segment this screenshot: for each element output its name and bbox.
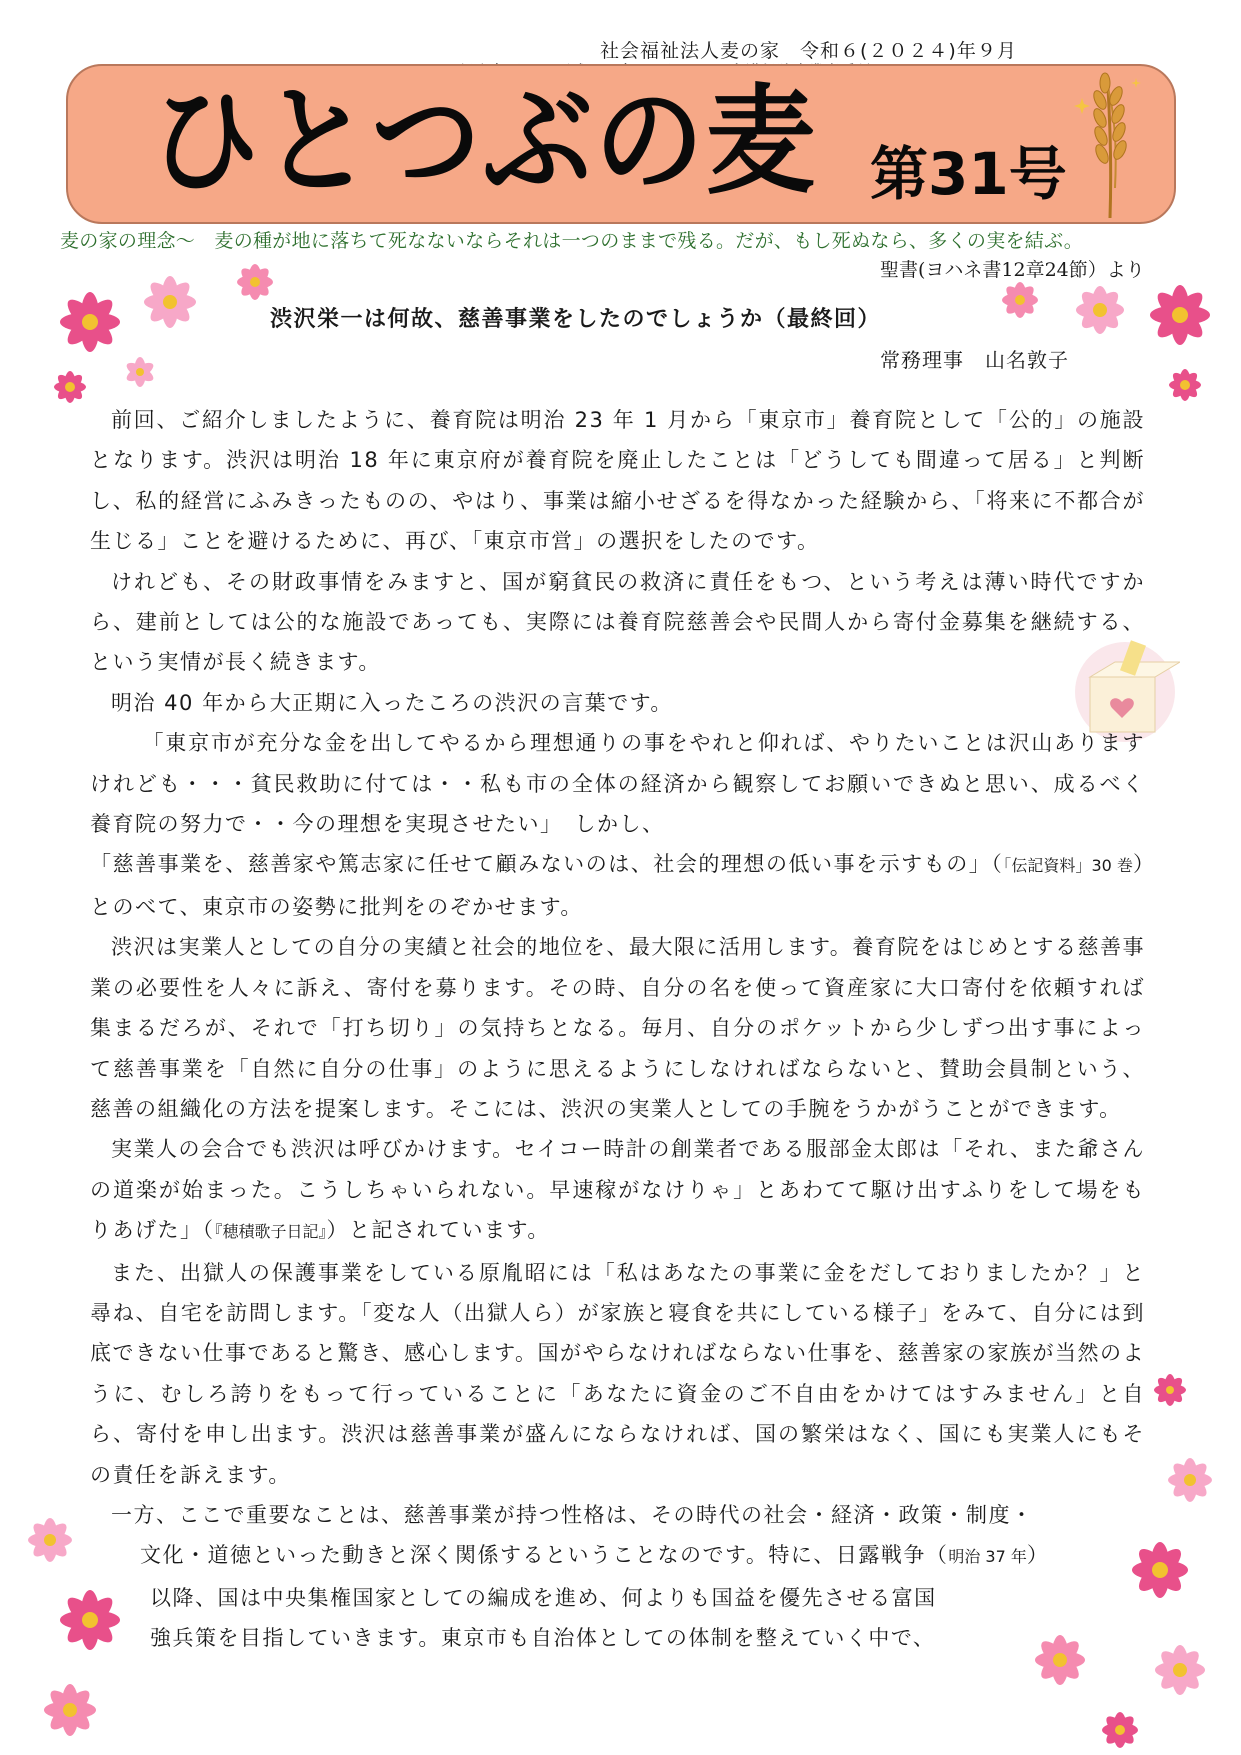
cosmos-flower-icon [20, 262, 290, 412]
paragraph [90, 844, 1145, 927]
citation: 「伝記資料」30 巻 [1003, 856, 1133, 876]
paragraph: 明治 40 年から大正期に入ったころの渋沢の言葉です。 [111, 690, 673, 715]
quote-text: 「東京市が充分な金を出してやるから理想通りの事をやれと仰れば、やりたいことは沢山ありますけれども・・・貧民救助に付ては・・私も市の全体の経済から観察してお願いできぬと思い、成るべく養育院の努力で・・今の理想を実現させたい」 しかし、 [90, 731, 1145, 837]
citation: 明治 37 年 [948, 1547, 1027, 1567]
paragraph: また、出獄人の保護事業をしている原胤昭には「私はあなたの事業に金をだしておりましたか？」と尋ね、自宅を訪問します。「変な人（出獄人ら）が家族と寝食を共にしている様子」をみて、自分には到底できない仕事であると驚き、感心します。国がやらなければならない仕事を、慈善家の家族が当然のように、むしろ誇りをもって行っていることに「あなたに資金のご不自由をかけてはすみません」と自ら、寄付を申し出ます。渋沢は慈善事業が盛んにならなければ、国の繁栄はなく、国にも実業人にもその責任を訴えます。 [90, 1260, 1145, 1487]
article-title: 渋沢栄一は何故、慈善事業をしたのでしょうか（最終回） [270, 307, 882, 332]
text-span: ）と記されています。 [326, 1218, 550, 1243]
article-body [90, 400, 1145, 1659]
cosmos-flower-icon [1000, 1370, 1240, 1755]
wheat-icon [1070, 58, 1150, 218]
organization-date: 社会福祉法人麦の家 令和６(２０２４)年９月 [600, 40, 1017, 62]
issue-number: 第31号 [870, 140, 1067, 208]
text-span: 「慈善事業を、慈善家や篤志家に任せて顧みないのは、社会的理想の低い事を示すもの」（ [90, 852, 1004, 877]
motto-source: 聖書(ヨハネ書12章24節）より [880, 259, 1145, 281]
text-span: ）とのべて、東京市の姿勢に批判をのぞかせます。 [90, 852, 1145, 919]
paragraph-line: 一方、ここで重要なことは、慈善事業が持つ性格は、その時代の社会・経済・政策・制度・ [111, 1502, 1034, 1527]
text-span: 実業人の会合でも渋沢は呼びかけます。セイコー時計の創業者である服部金太郎は「それ、また爺さんの道楽が始まった。こうしちゃいられない。早速稼がなけりゃ」とあわてて駆け出すふりをして場をもりあげた」（ [90, 1137, 1145, 1243]
paragraph-line: 強兵策を目指していきます。東京市も自治体としての体制を整えていく中で、 [150, 1626, 936, 1651]
text-span: 文化・道徳といった動きと深く関係するということなのです。特に、日露戦争（ [140, 1543, 949, 1568]
paragraph: けれども、その財政事情をみますと、国が窮貧民の救済に責任をもつ、という考えは薄い時代ですから、建前としては公的な施設であっても、実際には養育院慈善会や民間人から寄付金募集を継続する、という実情が長く続きます。 [90, 569, 1145, 675]
paragraph: 渋沢は実業人としての自分の実績と社会的地位を、最大限に活用します。養育院をはじめとする慈善事業の必要性を人々に訴え、寄付を募ります。その時、自分の名を使って資産家に大口寄付を依頼すれば集まるだろが、それで「打ち切り」の気持ちとなる。毎月、自分のポケットから少しずつ出す事によって慈善事業を「自然に自分の仕事」のように思えるようにしなければならないと、賛助会員制という、慈善の組織化の方法を提案します。そこには、渋沢の実業人としての手腕をうかがうことができます。 [90, 935, 1145, 1121]
philosophy-motto: 麦の家の理念～ 麦の種が地に落ちて死なないならそれは一つのままで残る。だが、もし死ぬなら、多くの実を結ぶ。 [60, 230, 1084, 252]
paragraph-line [140, 1535, 1145, 1577]
article-author: 常務理事 山名敦子 [880, 348, 1069, 372]
text-span: ） [1026, 1543, 1050, 1568]
paragraph: 前回、ご紹介しましたように、養育院は明治 23 年 1 月から「東京市」養育院として「公的」の施設となります。渋沢は明治 18 年に東京府が養育院を廃止したことは「どうしても間違って居る」と判断し、私的経営にふみきったものの、やはり、事業は縮小せざるを得なかった経験から、「将来に不都合が生じる」ことを避けるために、再び、「東京市営」の選択をしたのです。 [90, 408, 1145, 554]
newsletter-title: ひとつぶの麦 [150, 72, 818, 210]
citation: 『穂積歌子日記』 [214, 1222, 327, 1242]
paragraph-line: 以降、国は中央集権国家としての編成を進め、何よりも国益を優先させる富国 [150, 1585, 937, 1610]
cosmos-flower-icon [10, 1510, 160, 1755]
paragraph [90, 1129, 1145, 1252]
quote-paragraph [90, 723, 1145, 844]
